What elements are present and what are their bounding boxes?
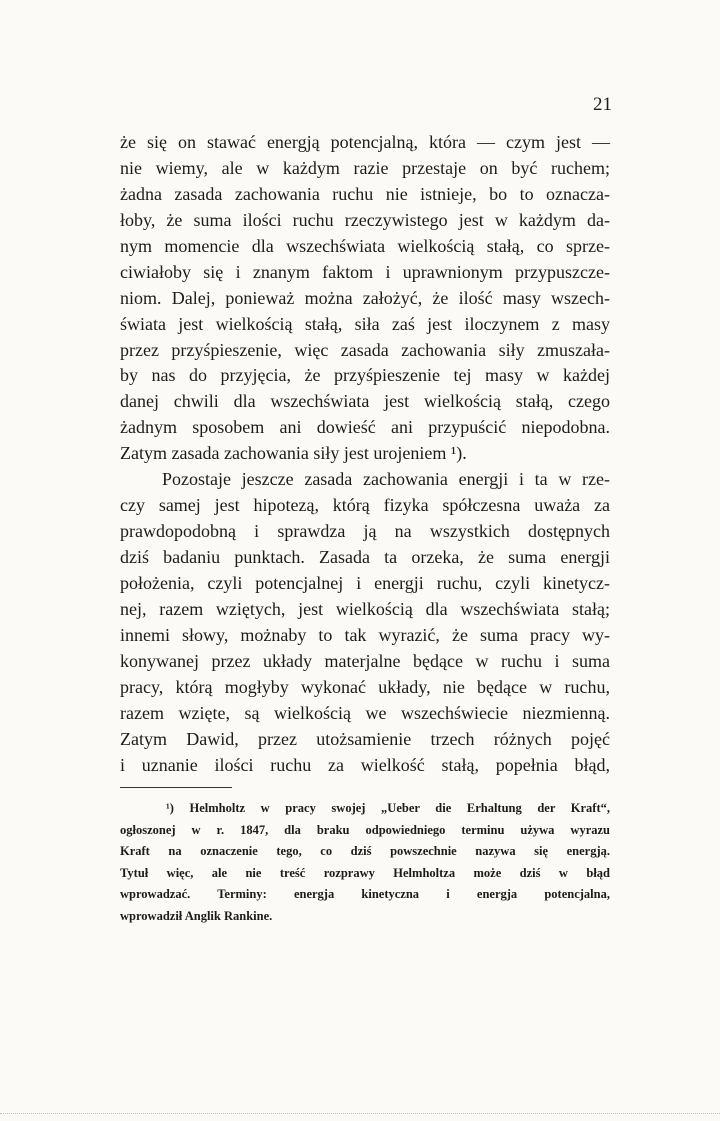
text-line: danej chwili dla wszechświata jest wielkością stałą, czego	[120, 391, 610, 412]
footnote-line: wprowadził Anglik Rankine.	[120, 908, 273, 923]
text-line: niom. Dalej, ponieważ można założyć, że ilość masy wszech-	[120, 287, 610, 308]
footnote-line: ¹) Helmholtz w pracy swojej „Ueber die Erhaltung der Kraft“,	[166, 801, 610, 815]
text-line: położenia, czyli potencjalnej i energji ruchu, czyli kinetycz-	[120, 572, 610, 593]
text-line: innemi słowy, możnaby to tak wyrazić, że suma pracy wy-	[120, 624, 610, 645]
text-line: nej, razem wziętych, jest wielkością dla wszechświata stałą;	[120, 598, 610, 619]
text-line: by nas do przyjęcia, że przyśpieszenie tej masy w każdej	[120, 365, 610, 386]
text-line: Zatym zasada zachowania siły jest urojeniem ¹).	[120, 443, 467, 464]
text-line: ciwiałoby się i znanym faktom i uprawnionym przypuszcze-	[120, 261, 610, 282]
footnote-line: Tytuł więc, ale nie treść rozprawy Helmholtza może dziś w błąd	[120, 865, 610, 880]
text-line: Pozostaje jeszcze zasada zachowania energji i ta w rze-	[162, 469, 610, 490]
footnote-line: wprowadzać. Terminy: energja kinetyczna i energja potencjalna,	[120, 887, 610, 902]
page-number: 21	[593, 94, 612, 115]
text-line: Zatym Dawid, przez utożsamienie trzech różnych pojęć	[120, 728, 610, 749]
text-line: pracy, którą mogłyby wykonać układy, nie będące w ruchu,	[120, 676, 610, 697]
footnote-line: ogłoszonej w r. 1847, dla braku odpowiedniego terminu używa wyrazu	[120, 822, 610, 837]
text-line: dziś badaniu punktach. Zasada ta orzeka, że suma energji	[120, 547, 610, 567]
text-line: żadnym sposobem ani dowieść ani przypuścić niepodobna.	[120, 417, 610, 438]
scan-edge	[0, 1113, 720, 1115]
text-line: razem wzięte, są wielkością we wszechświecie niezmienną.	[120, 702, 610, 723]
text-line: prawdopodobną i sprawdza ją na wszystkich dostępnych	[120, 521, 610, 542]
footnote-line: Kraft na oznaczenie tego, co dziś powszechnie nazywa się energją.	[120, 844, 610, 859]
text-line: że się on stawać energją potencjalną, która — czym jest —	[120, 132, 610, 152]
footnote-rule	[120, 787, 232, 788]
text-line: konywanej przez układy materjalne będące w ruchu i suma	[120, 650, 610, 671]
text-line: nym momencie dla wszechświata wielkością stałą, co sprze-	[120, 235, 610, 256]
text-line: czy samej jest hipotezą, którą fizyka spółczesna uważa za	[120, 495, 610, 516]
text-line: nie wiemy, ale w każdym razie przestaje on być ruchem;	[120, 157, 610, 178]
text-line: przez przyśpieszenie, więc zasada zachowania siły zmuszała-	[120, 339, 610, 360]
text-line: żadna zasada zachowania ruchu nie istnieje, bo to oznacza-	[120, 183, 610, 204]
text-line: i uznanie ilości ruchu za wielkość stałą, popełnia błąd,	[120, 754, 610, 775]
text-line: świata jest wielkością stałą, siła zaś jest iloczynem z masy	[120, 313, 610, 334]
text-line: łoby, że suma ilości ruchu rzeczywistego jest w każdym da-	[120, 209, 610, 230]
footnote	[120, 798, 610, 928]
body-text	[120, 130, 610, 778]
